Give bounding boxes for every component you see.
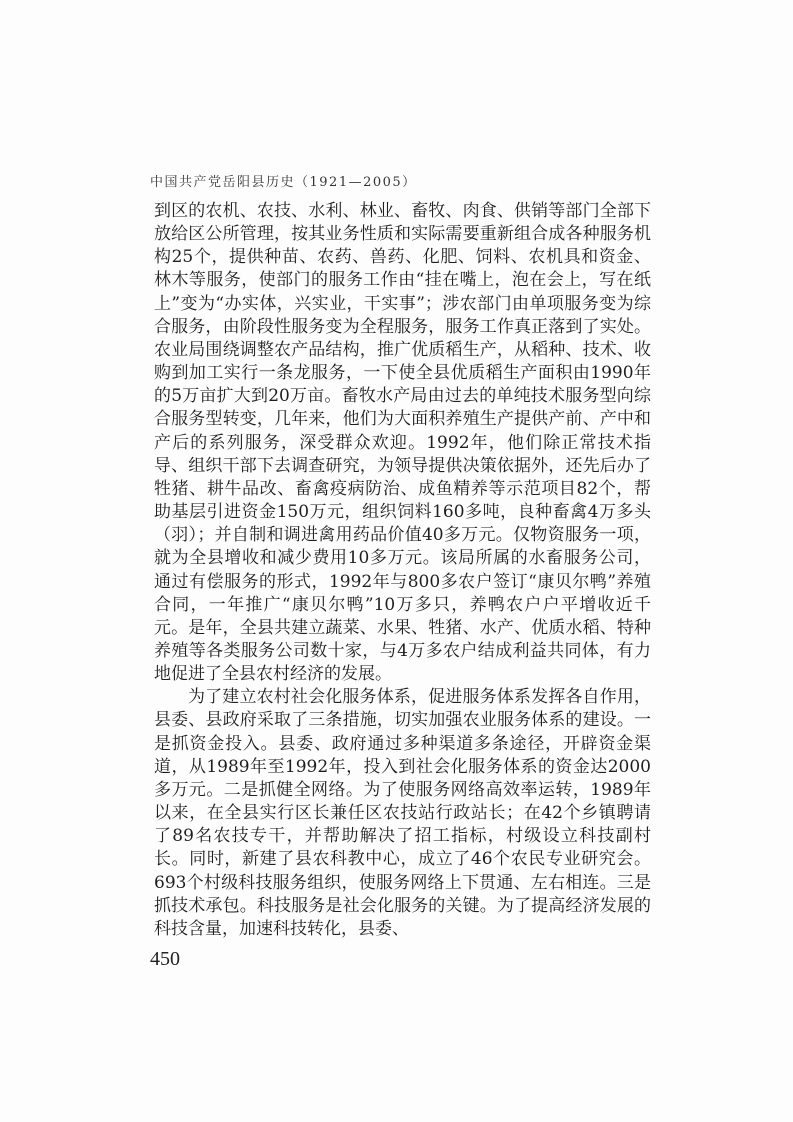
running-header: 中国共产党岳阳县历史（1921—2005） (150, 175, 417, 190)
page-number: 450 (150, 948, 180, 970)
paragraph-continued: 到区的农机、农技、水利、林业、畜牧、肉食、供销等部门全部下放给区公所管理，按其业务性质和实际需要重新组合成各种服务机构25个，提供种苗、农药、兽药、化肥、饲料、农机具和资金、林木等服务，使部门的服务工作由“挂在嘴上，泡在会上，写在纸上”变为“办实体，兴实业，干实事”；涉农部门由单项服务变为综合服务，由阶段性服务变为全程服务，服务工作真正落到了实处。农业局围绕调整农产品结构，推广优质稻生产，从稻种、技术、收购到加工实行一条龙服务，一下使全县优质稻生产面积由1990年的5万亩扩大到20万亩。畜牧水产局由过去的单纯技术服务型向综合服务型转变，几年来，他们为大面积养殖生产提供产前、产中和产后的系列服务，深受群众欢迎。1992年，他们除正常技术指导、组织干部下去调查研究，为领导提供决策依据外，还先后办了牲猪、耕牛品改、畜禽疫病防治、成鱼精养等示范项目82个，帮助基层引进资金150万元，组织饲料160多吨，良种畜禽4万多头（羽）；并自制和调进禽用药品价值40多万元。仅物资服务一项，就为全县增收和减少费用10多万元。该局所属的水畜服务公司，通过有偿服务的形式，1992年与800多农户签订“康贝尔鸭”养殖合同，一年推广“康贝尔鸭”10万多只，养鸭农户户平增收近千元。是年，全县共建立蔬菜、水果、牲猪、水产、优质水稻、特种养殖等各类服务公司数十家，与4万多农户结成利益共同体，有力地促进了全县农村经济的发展。 (154, 201, 651, 685)
paragraph-service-system: 为了建立农村社会化服务体系，促进服务体系发挥各自作用，县委、县政府采取了三条措施，切实加强农业服务体系的建设。一是抓资金投入。县委、政府通过多种渠道多条途径，开辟资金渠道，从1989年至1992年，投入到社会化服务体系的资金达2000多万元。二是抓健全网络。为了使服务网络高效率运转，1989年以来，在全县实行区长兼任区农技站行政站长；在42个乡镇聘请了89名农技专干，并帮助解决了招工指标，村级设立科技副村长。同时，新建了县农科教中心，成立了46个农民专业研究会。693个村级科技服务组织，使服务网络上下贯通、左右相连。三是抓技术承包。科技服务是社会化服务的关键。为了提高经济发展的科技含量，加速科技转化，县委、 (154, 687, 651, 939)
body-text (154, 200, 651, 941)
